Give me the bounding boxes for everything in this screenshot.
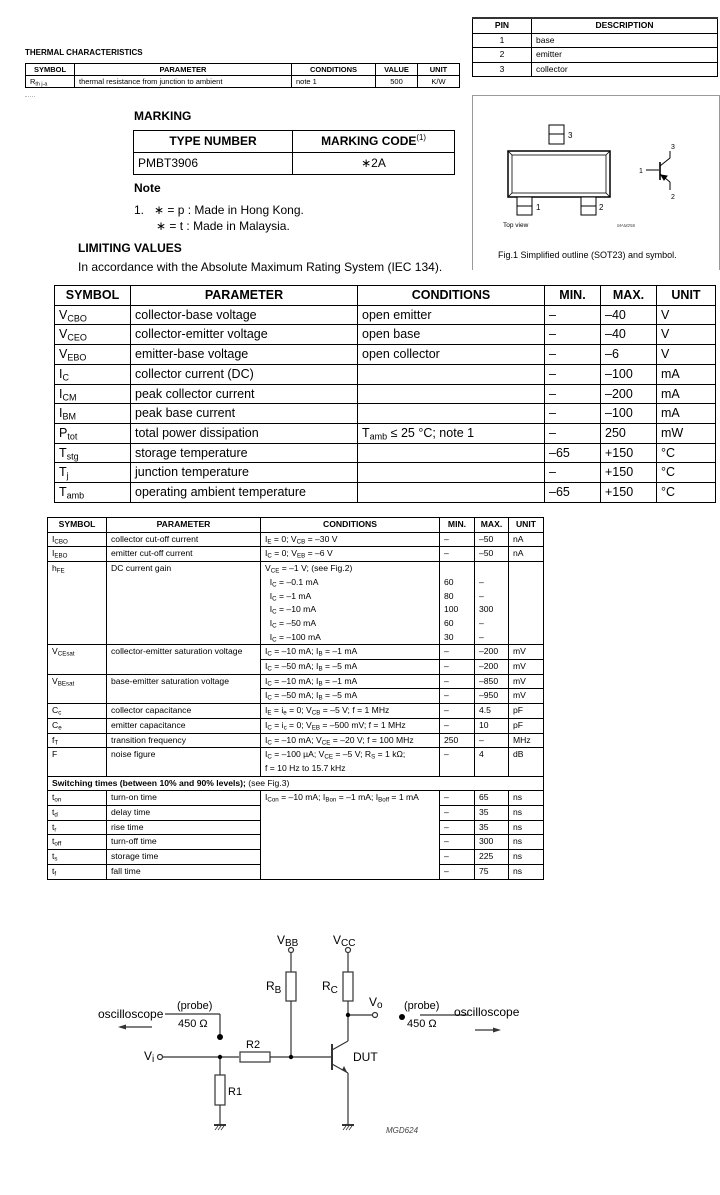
table-row [48,718,544,733]
max-cell: –40 [601,325,657,345]
min-cell: – [440,704,475,719]
parameter-cell: delay time [107,806,261,821]
max-cell: 35 [475,820,509,835]
description-cell: collector [532,62,718,77]
min-cell: 250 [440,733,475,748]
parameter-cell: thermal resistance from junction to ambient [75,76,292,88]
vi-terminal [158,1055,163,1060]
unit-cell: ns [509,850,544,865]
max-cell: 300 [475,603,509,617]
symbol-cell: $h_{FE}$ [48,562,107,645]
table-row [48,748,544,776]
symbol: R [30,77,36,86]
symbol-cell: $t_s$ [48,850,107,865]
figure-1-caption: Fig.1 Simplified outline (SOT23) and symbol. [498,250,677,260]
dut-label: DUT [353,1050,378,1064]
parameter-cell: emitter cut-off current [107,547,261,562]
header-parameter: PARAMETER [75,64,292,76]
conditions-cell [358,404,545,424]
rb-resistor [286,972,296,1001]
max-cell: –40 [601,305,657,325]
min-cell: – [440,547,475,562]
r1-resistor [215,1075,225,1105]
pin-cell: 1 [473,33,532,48]
table-row [134,153,455,175]
unit-cell: °C [657,463,716,483]
header-conditions: CONDITIONS [292,64,376,76]
header-unit: UNIT [657,286,716,306]
sot23-outline-drawing [473,96,719,270]
table-row [48,776,544,791]
header-parameter: PARAMETER [107,518,261,533]
unit-cell: ns [509,791,544,806]
conditions-cell [358,463,545,483]
conditions-cell: $I_C = -10$ mA [261,603,440,617]
conditions-cell [358,443,545,463]
max-cell: 65 [475,791,509,806]
symbol-sub: th j-a [35,81,48,88]
unit-cell: mV [509,660,544,675]
conditions-cell: $I_E = 0$; $V_{CB} = -30$ V [261,532,440,547]
note-title: Note [134,181,161,195]
marking-table [133,130,455,175]
max-cell: 300 [475,835,509,850]
value-cell: 500 [376,76,418,88]
conditions-cell: $I_C = -100$ mA [261,631,440,645]
symbol-cell: $P_{tot}$ [55,423,131,443]
junction-dot [218,1055,222,1059]
type-number-cell: PMBT3906 [134,153,293,175]
parameter-cell: transition frequency [107,733,261,748]
max-cell: – [475,590,509,604]
table-header-row [48,518,544,533]
conditions-cell: note 1 [292,76,376,88]
conditions-cell: $I_C = -10$ mA; $I_B = -1$ mA [261,645,440,660]
symbol-cell: $t_f$ [48,864,107,879]
min-cell: – [545,364,601,384]
probe-tip-dot [399,1014,405,1020]
unit-cell: V [657,325,716,345]
unit-cell: °C [657,443,716,463]
symbol-cell: $T_{amb}$ [55,483,131,503]
header-description: DESCRIPTION [532,18,718,33]
conditions-cell: $I_C = -10$ mA; $V_{CE} = -20$ V; f = 100 MHz [261,733,440,748]
parameter-cell: emitter-base voltage [131,345,358,365]
parameter-cell: turn-on time [107,791,261,806]
max-cell: –100 [601,404,657,424]
table-row [48,532,544,547]
footnote-ref: (1) [416,133,426,142]
header-type-number: TYPE NUMBER [134,131,293,153]
conditions-cell: $I_E = i_e = 0$; $V_{CB} = -5$ V; f = 1 MHz [261,704,440,719]
parameter-cell: storage temperature [131,443,358,463]
circuit-code: MGD624 [386,1126,419,1135]
parameter-cell: collector current (DC) [131,364,358,384]
conditions-cell: $I_C = -50$ mA; $I_B = -5$ mA [261,660,440,675]
characteristics-body [48,532,544,879]
symbol-cell: F [48,748,107,776]
vcc-label: VCC [333,933,356,949]
ohms-right-label: 450 Ω [407,1018,437,1030]
vi-label: Vi [144,1049,155,1065]
junction-dot [346,1013,350,1017]
figure-1-frame [472,95,720,270]
table-row [48,704,544,719]
rc-resistor [343,972,353,1001]
note-line-2: ∗ = t : Made in Malaysia. [156,219,290,233]
max-cell: 35 [475,806,509,821]
oscilloscope-right-label: oscilloscope [454,1005,520,1019]
min-cell: – [545,345,601,365]
probe-left-label: (probe) [177,1000,213,1012]
parameter-cell: noise figure [107,748,261,776]
min-cell: 100 [440,603,475,617]
unit-cell: ns [509,835,544,850]
header-conditions: CONDITIONS [358,286,545,306]
probe-right-label: (probe) [404,1000,440,1012]
table-row [55,384,716,404]
table-row [55,483,716,503]
table-row [473,62,718,77]
min-cell: – [440,806,475,821]
unit-cell: K/W [418,76,460,88]
note-line-1: 1. ∗ = p : Made in Hong Kong. [134,203,304,217]
unit-cell: mA [657,364,716,384]
description-cell: base [532,33,718,48]
conditions-cell: $I_C = -10$ mA; $I_B = -1$ mA [261,674,440,689]
conditions-cell: open emitter [358,305,545,325]
thermal-characteristics-title: THERMAL CHARACTERISTICS [25,48,143,57]
unit-cell: nA [509,532,544,547]
min-cell: – [440,748,475,776]
min-cell: – [545,305,601,325]
ohms-left-label: 450 Ω [178,1018,208,1030]
symbol-cell: $t_d$ [48,806,107,821]
min-cell: 60 [440,617,475,631]
unit-cell [509,562,544,645]
table-row [55,404,716,424]
parameter-cell: collector cut-off current [107,532,261,547]
max-cell [475,562,509,576]
conditions-cell: $I_C = -50$ mA [261,617,440,631]
max-cell: –200 [475,660,509,675]
figure-code: MAM256 [617,223,636,228]
symbol-cell: $I_{EBO}$ [48,547,107,562]
vo-label: Vo [369,995,383,1011]
table-row [48,674,544,689]
table-row [48,733,544,748]
min-cell: – [545,463,601,483]
max-cell: – [475,631,509,645]
max-cell: 225 [475,850,509,865]
min-cell: – [545,325,601,345]
max-cell: –50 [475,547,509,562]
pin-table [472,17,718,77]
r2-label: R2 [246,1039,261,1051]
min-cell: 60 [440,576,475,590]
header-marking-code [293,131,455,153]
min-cell: –65 [545,443,601,463]
conditions-cell: open base [358,325,545,345]
thermal-table [25,63,460,88]
probe-tip-dot [217,1034,223,1040]
limiting-values-table [54,285,716,503]
header-symbol: SYMBOL [48,518,107,533]
min-cell: – [440,674,475,689]
header-unit: UNIT [418,64,460,76]
conditions-cell [358,364,545,384]
oscilloscope-left-label: oscilloscope [98,1007,164,1021]
min-cell: – [440,532,475,547]
min-cell: – [440,850,475,865]
symbol-cell: $I_{CBO}$ [48,532,107,547]
conditions-cell [358,384,545,404]
parameter-cell: peak collector current [131,384,358,404]
symbol-cell: $V_{CEO}$ [55,325,131,345]
unit-cell: nA [509,547,544,562]
header-symbol: SYMBOL [26,64,75,76]
table-row [48,791,544,806]
unit-cell: °C [657,483,716,503]
min-cell: – [440,689,475,704]
min-cell: – [440,820,475,835]
table-row [55,463,716,483]
unit-cell: dB [509,748,544,776]
max-cell: +150 [601,463,657,483]
header-conditions: CONDITIONS [261,518,440,533]
max-cell: –6 [601,345,657,365]
max-cell: +150 [601,443,657,463]
unit-cell: mW [657,423,716,443]
min-cell: – [440,718,475,733]
unit-cell: ns [509,820,544,835]
symbol-cell: $C_e$ [48,718,107,733]
min-cell: 80 [440,590,475,604]
max-cell: – [475,617,509,631]
symbol-pin-1-label: 1 [639,168,643,175]
conditions-cell: $V_{CE} = -1$ V; (see Fig.2) [261,562,440,576]
parameter-cell: base-emitter saturation voltage [107,674,261,703]
unit-cell: mV [509,645,544,660]
min-cell: – [545,384,601,404]
table-row [473,48,718,63]
pin-cell: 3 [473,62,532,77]
unit-cell: mA [657,384,716,404]
header-min: MIN. [545,286,601,306]
unit-cell: V [657,345,716,365]
conditions-cell [358,483,545,503]
unit-cell: V [657,305,716,325]
parameter-cell: junction temperature [131,463,358,483]
max-cell: – [475,576,509,590]
top-view-label: Top view [503,222,529,229]
max-cell: 4 [475,748,509,776]
max-cell: +150 [601,483,657,503]
parameter-cell: collector-emitter saturation voltage [107,645,261,674]
parameter-cell: collector-emitter voltage [131,325,358,345]
switching-times-heading: Switching times (between 10% and 90% levels); (see Fig.3) [48,776,544,791]
conditions-cell: $I_C = -50$ mA; $I_B = -5$ mA [261,689,440,704]
symbol-cell: $f_T$ [48,733,107,748]
marking-code-cell: ∗2A [293,153,455,175]
symbol-cell: $I_{BM}$ [55,404,131,424]
parameter-cell: operating ambient temperature [131,483,358,503]
symbol-cell: $V_{EBO}$ [55,345,131,365]
max-cell: –200 [601,384,657,404]
unit-cell: pF [509,704,544,719]
symbol-pin-3-label: 3 [671,144,675,151]
limiting-values-body [55,305,716,502]
conditions-cell: $I_C = -1$ mA [261,590,440,604]
table-header-row [26,64,460,76]
header-min: MIN. [440,518,475,533]
arrow-left-icon [118,1025,126,1030]
parameter-cell: peak base current [131,404,358,424]
table-row [48,562,544,576]
ground-icon [215,1126,352,1130]
symbol-cell: $t_{off}$ [48,835,107,850]
symbol-cell: $I_C$ [55,364,131,384]
min-cell: – [440,864,475,879]
symbol-cell: $V_{BEsat}$ [48,674,107,703]
junction-dot [289,1055,293,1059]
rb-label: $R_B$ [266,979,282,996]
marking-code-label: MARKING CODE [321,134,417,148]
conditions-cell: $I_C = -100$ µA; $V_{CE} = -5$ V; $R_S = 1$ kΩ; f = 10 Hz to 15.7 kHz [261,748,440,776]
max-cell: –850 [475,674,509,689]
parameter-cell: DC current gain [107,562,261,645]
description-cell: emitter [532,48,718,63]
r1-label: R1 [228,1086,243,1098]
conditions-cell: open collector [358,345,545,365]
parameter-cell: collector-base voltage [131,305,358,325]
header-unit: UNIT [509,518,544,533]
max-cell: –50 [475,532,509,547]
parameter-cell: emitter capacitance [107,718,261,733]
unit-cell: mA [657,404,716,424]
vo-terminal [373,1013,378,1018]
min-cell [440,562,475,576]
conditions-cell: $I_{Con} = -10$ mA; $I_{Bon} = -1$ mA; $I_{Boff} = 1$ mA [261,791,440,879]
symbol-cell: $T_{stg}$ [55,443,131,463]
min-cell: – [440,660,475,675]
table-header-row [473,18,718,33]
header-max: MAX. [601,286,657,306]
symbol-cell: $T_j$ [55,463,131,483]
table-row [55,305,716,325]
table-row [55,325,716,345]
conditions-cell: $I_C = 0$; $V_{EB} = -6$ V [261,547,440,562]
characteristics-table [47,517,544,880]
symbol-cell: $V_{CBO}$ [55,305,131,325]
max-cell: 4.5 [475,704,509,719]
header-symbol: SYMBOL [55,286,131,306]
parameter-cell: total power dissipation [131,423,358,443]
symbol-cell: $V_{CEsat}$ [48,645,107,674]
header-value: VALUE [376,64,418,76]
table-header-row [134,131,455,153]
min-cell: –65 [545,483,601,503]
table-row [26,76,460,88]
unit-cell: mV [509,689,544,704]
pnp-transistor-symbol-icon [646,151,670,190]
table-row [473,33,718,48]
table-row [55,423,716,443]
header-parameter: PARAMETER [131,286,358,306]
max-cell: –100 [601,364,657,384]
marking-title: MARKING [134,109,192,123]
table-header-row [55,286,716,306]
max-cell: – [475,733,509,748]
max-cell: –200 [475,645,509,660]
table-row [48,547,544,562]
max-cell: 75 [475,864,509,879]
r2-resistor [240,1052,270,1062]
pin-3-label: 3 [568,131,573,140]
unit-cell: ns [509,864,544,879]
arrow-right-icon [493,1028,501,1033]
pin-1-label: 1 [536,203,541,212]
unit-cell: ns [509,806,544,821]
unit-cell: mV [509,674,544,689]
unit-cell: pF [509,718,544,733]
table-row [55,345,716,365]
min-cell: – [440,835,475,850]
switching-test-circuit [90,920,540,1140]
min-cell: – [440,791,475,806]
table-row [55,443,716,463]
rc-label: $R_C$ [322,979,338,996]
limiting-values-title: LIMITING VALUES [78,241,182,255]
min-cell: – [440,645,475,660]
symbol-pin-2-label: 2 [671,194,675,201]
min-cell: – [545,404,601,424]
symbol-cell [26,76,75,88]
min-cell: – [545,423,601,443]
parameter-cell: rise time [107,820,261,835]
symbol-cell: $I_{CM}$ [55,384,131,404]
max-cell: 250 [601,423,657,443]
parameter-cell: turn-off time [107,835,261,850]
max-cell: –950 [475,689,509,704]
symbol-cell: $t_r$ [48,820,107,835]
parameter-cell: fall time [107,864,261,879]
pin-cell: 2 [473,48,532,63]
unit-cell: MHz [509,733,544,748]
vbb-label: VBB [277,933,299,949]
pin-2-label: 2 [599,203,604,212]
conditions-cell: $I_C = i_c = 0$; $V_{EB} = -500$ mV; f = 1 MHz [261,718,440,733]
partial-note-mark [25,96,35,98]
header-pin: PIN [473,18,532,33]
max-cell: 10 [475,718,509,733]
limiting-values-description: In accordance with the Absolute Maximum Rating System (IEC 134). [78,260,443,274]
min-cell: 30 [440,631,475,645]
header-max: MAX. [475,518,509,533]
table-row [55,364,716,384]
conditions-cell: $T_{amb} \le 25$ °C; note 1 [358,423,545,443]
symbol-cell: $t_{on}$ [48,791,107,806]
symbol-cell: $C_c$ [48,704,107,719]
package-body [508,151,610,197]
parameter-cell: storage time [107,850,261,865]
table-row [48,645,544,660]
conditions-cell: $I_C = -0.1$ mA [261,576,440,590]
parameter-cell: collector capacitance [107,704,261,719]
